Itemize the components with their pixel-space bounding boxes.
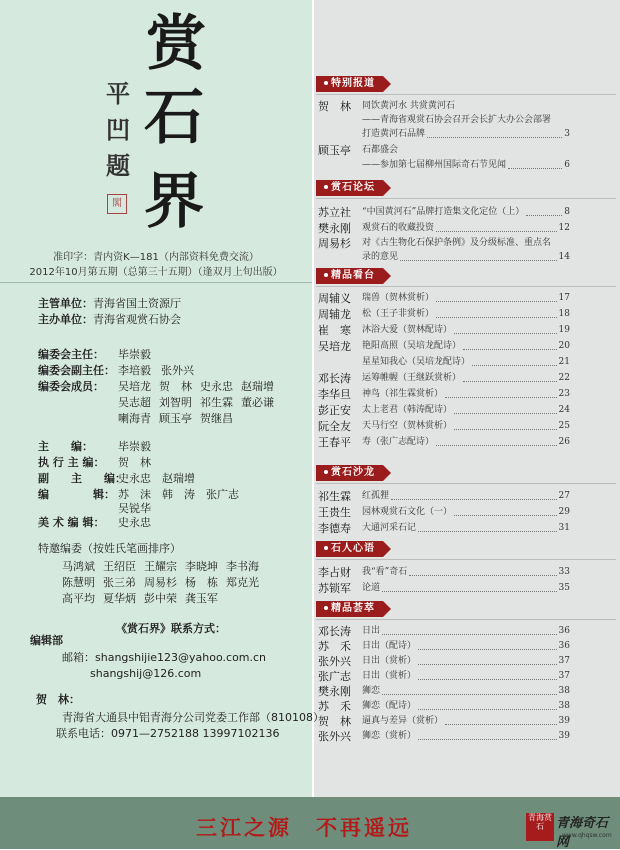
- toc-leader: [418, 670, 557, 680]
- panel-divider: [312, 0, 314, 797]
- site-url: www.qhqsw.com: [562, 832, 612, 839]
- toc-page: 22: [558, 373, 570, 383]
- toc-title: 红孤狸: [362, 491, 390, 501]
- toc-author: 崔 寒: [318, 324, 351, 337]
- host-row: [38, 313, 181, 327]
- toc-title: “中国黄河石”品牌打造集文化定位（上）: [362, 207, 525, 217]
- toc-title-line: [362, 420, 570, 433]
- supervisor-row: [38, 297, 181, 311]
- toc-title-line: [362, 128, 570, 141]
- special-name: 龚玉军: [185, 592, 218, 605]
- toc-page: 18: [558, 309, 570, 319]
- editor-value: 史永忠 赵瑞增: [118, 472, 195, 485]
- toc-leader: [418, 655, 557, 665]
- special-name: 张三弟: [103, 576, 136, 589]
- toc-title-line: [362, 372, 570, 385]
- toc-author: 王贵生: [318, 506, 351, 519]
- special-editors-label: 特邀编委（按姓氏笔画排序）: [38, 542, 181, 555]
- toc-title: 沐浴大爱（贺林配诗）: [362, 325, 453, 335]
- toc-page: 37: [558, 671, 570, 681]
- toc-entry[interactable]: [318, 340, 570, 353]
- toc-author: 贺 林: [318, 100, 351, 113]
- inscription-char-2: 凹: [106, 115, 130, 144]
- special-name: 李晓坤: [185, 560, 218, 573]
- toc-entry[interactable]: [318, 324, 570, 337]
- vice-value-1: 李培毅: [118, 364, 151, 377]
- toc-title-line: [362, 436, 570, 449]
- toc-title-line: [362, 640, 570, 653]
- toc-page: 8: [564, 207, 570, 217]
- toc-page: 36: [558, 626, 570, 636]
- toc-entry[interactable]: [318, 251, 570, 264]
- bullet-icon: [324, 273, 328, 277]
- editor-value: 苏 沫 韩 涛 张广志: [118, 488, 239, 501]
- member-name: 顾玉亭: [159, 412, 192, 425]
- section-rule: [316, 619, 616, 620]
- toc-leader: [382, 625, 557, 635]
- toc-leader: [526, 206, 562, 216]
- toc-page: 26: [558, 437, 570, 447]
- toc-entry[interactable]: [318, 100, 570, 113]
- toc-title-line: [362, 566, 570, 579]
- toc-page: 25: [558, 421, 570, 431]
- section-header: [316, 180, 383, 196]
- contact-phone: 联系电话：0971—2752188 13997102136: [56, 727, 280, 740]
- toc-author: 周辅龙: [318, 308, 351, 321]
- toc-leader: [463, 372, 557, 382]
- members-label: 编委会成员：: [38, 380, 104, 393]
- editor-label: 主 编：: [38, 440, 93, 453]
- toc-title: 太上老君（韩涛配诗）: [362, 405, 453, 415]
- toc-entry[interactable]: [318, 490, 570, 503]
- toc-entry[interactable]: [318, 308, 570, 321]
- special-name: 马鸿斌: [62, 560, 95, 573]
- toc-leader: [382, 582, 557, 592]
- toc-author: 贺 林: [318, 715, 351, 728]
- toc-title: 日出: [362, 626, 381, 636]
- toc-leader: [454, 506, 557, 516]
- toc-title-line: [362, 114, 570, 127]
- special-row-3: [62, 591, 226, 607]
- toc-entry[interactable]: [318, 388, 570, 401]
- toc-leader: [445, 715, 557, 725]
- toc-leader: [472, 356, 557, 366]
- editor-row: [38, 516, 151, 530]
- inscription-char-3: 题: [106, 151, 130, 180]
- toc-leader: [418, 522, 557, 532]
- bullet-icon: [324, 546, 328, 550]
- toc-title: 运筹帷幄（王继跃赏析）: [362, 373, 462, 383]
- toc-page: 14: [558, 252, 570, 262]
- special-name: 彭中荣: [144, 592, 177, 605]
- toc-entry[interactable]: [318, 670, 570, 683]
- toc-entry[interactable]: [318, 506, 570, 519]
- toc-title: 狮恋: [362, 686, 381, 696]
- toc-title-line: [362, 100, 570, 113]
- toc-entry[interactable]: [318, 292, 570, 305]
- member-name: 贺 林: [159, 380, 192, 393]
- toc-leader: [436, 222, 557, 232]
- toc-page: 36: [558, 641, 570, 651]
- toc-page: 39: [558, 716, 570, 726]
- vice-label: 编委会副主任：: [38, 364, 115, 377]
- toc-leader: [436, 292, 557, 302]
- vice-row: [38, 364, 194, 378]
- section-title: 赏石论坛: [331, 182, 375, 193]
- editor-value: 史永忠: [118, 516, 151, 529]
- toc-author: 李占财: [318, 566, 351, 579]
- toc-page: 19: [558, 325, 570, 335]
- special-name: 高平均: [62, 592, 95, 605]
- toc-title: 石都盛会: [362, 145, 399, 155]
- toc-entry[interactable]: [318, 404, 570, 417]
- toc-title: 录的意见: [362, 252, 399, 262]
- toc-author: 苏 禾: [318, 700, 351, 713]
- toc-leader: [436, 436, 557, 446]
- editor-row: [38, 502, 151, 516]
- members-row-2: [118, 395, 282, 411]
- contact-email-2: shangshij@126.com: [90, 667, 202, 680]
- toc-title-line: [362, 308, 570, 321]
- vice-value-2: 张外兴: [161, 364, 194, 377]
- director-label: 编委会主任：: [38, 348, 104, 361]
- toc-title: 瑞兽（贺林赏析）: [362, 293, 435, 303]
- toc-page: 23: [558, 389, 570, 399]
- toc-page: 39: [558, 731, 570, 741]
- toc-author: 邓长涛: [318, 625, 351, 638]
- toc-leader: [436, 308, 557, 318]
- member-name: 刘智明: [159, 396, 192, 409]
- site-logo-text: 青海奇石网: [556, 816, 609, 850]
- toc-title: 观赏石的收藏投资: [362, 223, 435, 233]
- toc-leader: [454, 420, 557, 430]
- toc-title: 我“看”奇石: [362, 567, 408, 577]
- toc-page: 6: [564, 160, 570, 170]
- section-rule: [316, 198, 616, 199]
- supervisor-value: 青海省国土资源厅: [93, 297, 181, 310]
- special-name: 郑克光: [226, 576, 259, 589]
- toc-leader: [418, 640, 557, 650]
- toc-title: 论道: [362, 583, 381, 593]
- editor-label: 副 主 编：: [38, 472, 126, 485]
- toc-title: 同饮黄河水 共赏黄河石: [362, 101, 455, 111]
- toc-title-line: [362, 685, 570, 698]
- toc-entry[interactable]: [318, 566, 570, 579]
- section-header: [316, 76, 383, 92]
- section-title: 石人心语: [331, 543, 375, 554]
- special-name: 王耀宗: [144, 560, 177, 573]
- editor-label: 美 术 编 辑：: [38, 516, 105, 529]
- toc-title: 寿（张广志配诗）: [362, 437, 435, 447]
- toc-title: 狮恋（赏析）: [362, 731, 417, 741]
- toc-page: 29: [558, 507, 570, 517]
- toc-entry[interactable]: [318, 700, 570, 713]
- toc-title-line: [362, 490, 570, 503]
- masthead-char-1: 赏: [146, 9, 206, 79]
- host-value: 青海省观赏石协会: [93, 313, 181, 326]
- toc-author: 彭正安: [318, 404, 351, 417]
- contact-title: 《赏石界》联系方式：: [116, 622, 226, 635]
- member-name: 喇海青: [118, 412, 151, 425]
- special-row-1: [62, 559, 267, 575]
- special-row-2: [62, 575, 267, 591]
- member-name: 祁生霖: [200, 396, 233, 409]
- toc-entry[interactable]: [318, 356, 570, 369]
- toc-leader: [463, 340, 557, 350]
- toc-title: 神鸟（祁生霖赏析）: [362, 389, 444, 399]
- section-title: 精品荟萃: [331, 603, 375, 614]
- special-name: 李书海: [226, 560, 259, 573]
- footer-slogan: 三江之源 不再遥远: [196, 816, 412, 840]
- toc-author: 王春平: [318, 436, 351, 449]
- toc-title-line: [362, 324, 570, 337]
- toc-entry[interactable]: [318, 222, 570, 235]
- toc-author: 苏立社: [318, 206, 351, 219]
- toc-title-line: [362, 700, 570, 713]
- toc-author: 邓长涛: [318, 372, 351, 385]
- toc-title: 逼真与差异（赏析）: [362, 716, 444, 726]
- toc-page: 17: [558, 293, 570, 303]
- section-title: 赏石沙龙: [331, 467, 375, 478]
- toc-title-line: [362, 159, 570, 172]
- seal-stamp: 閣: [107, 194, 127, 214]
- toc-title-line: [362, 670, 570, 683]
- editor-label: 执 行 主 编：: [38, 456, 105, 469]
- toc-title: ——参加第七届柳州国际奇石节见闻: [362, 160, 507, 170]
- toc-title-line: [362, 655, 570, 668]
- bullet-icon: [324, 185, 328, 189]
- toc-title-line: [362, 625, 570, 638]
- toc-page: 21: [558, 357, 570, 367]
- section-rule: [316, 559, 616, 560]
- masthead-char-3: 界: [144, 167, 204, 237]
- member-name: 赵瑞增: [241, 380, 274, 393]
- toc-entry[interactable]: [318, 715, 570, 728]
- editor-value: 毕崇毅: [118, 440, 151, 453]
- toc-page: 37: [558, 656, 570, 666]
- editor-value: 贺 林: [118, 456, 151, 469]
- director-value: 毕崇毅: [118, 348, 151, 361]
- toc-title-line: [362, 356, 570, 369]
- special-name: 杨 栋: [185, 576, 218, 589]
- section-header: [316, 268, 383, 284]
- toc-title: ——青海省观赏石协会召开会长扩大办公会部署: [362, 115, 552, 125]
- contact-email-1: 邮箱：shangshijie123@yahoo.com.cn: [62, 651, 267, 664]
- toc-title-line: [362, 340, 570, 353]
- toc-entry[interactable]: [318, 730, 570, 743]
- special-name: 周易杉: [144, 576, 177, 589]
- toc-title-line: [362, 506, 570, 519]
- toc-author: 李德寿: [318, 522, 351, 535]
- toc-page: 24: [558, 405, 570, 415]
- section-header: [316, 601, 383, 617]
- toc-title: 日出（赏析）: [362, 671, 417, 681]
- toc-leader: [418, 730, 557, 740]
- toc-leader: [427, 128, 562, 138]
- toc-page: 27: [558, 491, 570, 501]
- toc-entry[interactable]: [318, 114, 570, 127]
- toc-title: 日出（赏析）: [362, 656, 417, 666]
- issue-line: 2012年10月第五期（总第三十五期）（逢双月上旬出版）: [29, 267, 283, 278]
- bullet-icon: [324, 606, 328, 610]
- toc-leader: [454, 324, 557, 334]
- toc-title-line: [362, 251, 570, 264]
- toc-title-line: [362, 237, 570, 250]
- toc-title: 园林观赏石文化（一）: [362, 507, 453, 517]
- section-rule: [316, 94, 616, 95]
- toc-page: 20: [558, 341, 570, 351]
- toc-leader: [454, 404, 557, 414]
- contact-address: 青海省大通县中铝青海分公司党委工作部（810108）: [62, 711, 324, 724]
- toc-page: 38: [558, 686, 570, 696]
- contact-dept: 编辑部: [30, 634, 63, 647]
- toc-leader: [382, 685, 557, 695]
- editor-value: 吴锐华: [118, 502, 151, 515]
- toc-author: 张广志: [318, 670, 351, 683]
- toc-title: 艳阳高照（吴培龙配诗）: [362, 341, 462, 351]
- section-title: 精品看台: [331, 270, 375, 281]
- toc-leader: [391, 490, 557, 500]
- toc-entry[interactable]: [318, 522, 570, 535]
- toc-entry[interactable]: [318, 144, 570, 157]
- section-header: [316, 465, 383, 481]
- toc-title-line: [362, 206, 570, 219]
- toc-author: 李华旦: [318, 388, 351, 401]
- toc-title-line: [362, 730, 570, 743]
- members-row-1: [118, 379, 282, 395]
- toc-title-line: [362, 222, 570, 235]
- toc-title: 对《古生物化石保护条例》及分级标准、重点名: [362, 238, 552, 248]
- toc-leader: [508, 159, 562, 169]
- section-header: [316, 541, 383, 557]
- editor-label: 编 辑：: [38, 488, 115, 501]
- toc-entry[interactable]: [318, 237, 570, 250]
- editor-row: [38, 472, 195, 486]
- editor-row: [38, 440, 151, 454]
- toc-title: 大通河采石记: [362, 523, 417, 533]
- toc-title-line: [362, 404, 570, 417]
- toc-entry[interactable]: [318, 372, 570, 385]
- section-rule: [316, 483, 616, 484]
- toc-leader: [418, 700, 557, 710]
- inscription-char-1: 平: [106, 79, 130, 108]
- toc-entry[interactable]: [318, 655, 570, 668]
- member-name: 史永忠: [200, 380, 233, 393]
- toc-title: 星星知我心（吴培龙配诗）: [362, 357, 471, 367]
- supervisor-label: 主管单位：: [38, 297, 93, 310]
- toc-author: 周辅义: [318, 292, 351, 305]
- toc-title: 天马行空（贺林赏析）: [362, 421, 453, 431]
- toc-title: 日出（配诗）: [362, 641, 417, 651]
- pubinfo-separator: [0, 282, 312, 283]
- special-name: 陈慧明: [62, 576, 95, 589]
- toc-author: 顾玉亭: [318, 144, 351, 157]
- toc-title: 松（王子非赏析）: [362, 309, 435, 319]
- toc-author: 吴培龙: [318, 340, 351, 353]
- section-rule: [316, 286, 616, 287]
- special-name: 夏华炳: [103, 592, 136, 605]
- toc-leader: [409, 566, 556, 576]
- toc-entry[interactable]: [318, 640, 570, 653]
- toc-entry[interactable]: [318, 420, 570, 433]
- toc-title-line: [362, 582, 570, 595]
- section-title: 特别报道: [331, 78, 375, 89]
- masthead-char-2: 石: [144, 83, 204, 153]
- member-name: 贺继昌: [200, 412, 233, 425]
- toc-title-line: [362, 144, 570, 157]
- toc-author: 祁生霖: [318, 490, 351, 503]
- toc-page: 12: [558, 223, 570, 233]
- toc-page: 3: [564, 129, 570, 139]
- toc-author: 苏锁军: [318, 582, 351, 595]
- toc-author: 樊永刚: [318, 222, 351, 235]
- toc-author: 苏 禾: [318, 640, 351, 653]
- member-name: 吴志超: [118, 396, 151, 409]
- bullet-icon: [324, 470, 328, 474]
- toc-author: 周易杉: [318, 237, 351, 250]
- toc-page: 38: [558, 701, 570, 711]
- members-row-3: [118, 411, 241, 427]
- special-name: 王绍臣: [103, 560, 136, 573]
- director-row: [38, 348, 151, 362]
- toc-leader: [445, 388, 557, 398]
- member-name: 董必谦: [241, 396, 274, 409]
- editor-row: [38, 456, 151, 470]
- toc-title-line: [362, 388, 570, 401]
- toc-leader: [400, 251, 557, 261]
- bullet-icon: [324, 81, 328, 85]
- site-logo-icon: 青海赏石: [526, 813, 554, 841]
- toc-page: 33: [558, 567, 570, 577]
- host-label: 主办单位：: [38, 313, 93, 326]
- toc-title-line: [362, 715, 570, 728]
- toc-title: 狮恋（配诗）: [362, 701, 417, 711]
- toc-entry[interactable]: [318, 159, 570, 172]
- editor-row: [38, 488, 239, 502]
- toc-entry[interactable]: [318, 685, 570, 698]
- toc-page: 35: [558, 583, 570, 593]
- toc-title: 打造黄河石品牌: [362, 129, 426, 139]
- toc-entry[interactable]: [318, 582, 570, 595]
- toc-title-line: [362, 292, 570, 305]
- toc-title-line: [362, 522, 570, 535]
- toc-author: 阮全友: [318, 420, 351, 433]
- members-label-row: [38, 380, 104, 394]
- contact-person: 贺 林：: [36, 693, 80, 706]
- permit-line: 准印字：青内资K—181（内部资料免费交流）: [53, 252, 259, 263]
- toc-entry[interactable]: [318, 128, 570, 141]
- member-name: 吴培龙: [118, 380, 151, 393]
- toc-author: 张外兴: [318, 730, 351, 743]
- toc-author: 张外兴: [318, 655, 351, 668]
- toc-page: 31: [558, 523, 570, 533]
- toc-entry[interactable]: [318, 436, 570, 449]
- toc-author: 樊永刚: [318, 685, 351, 698]
- toc-entry[interactable]: [318, 625, 570, 638]
- toc-entry[interactable]: [318, 206, 570, 219]
